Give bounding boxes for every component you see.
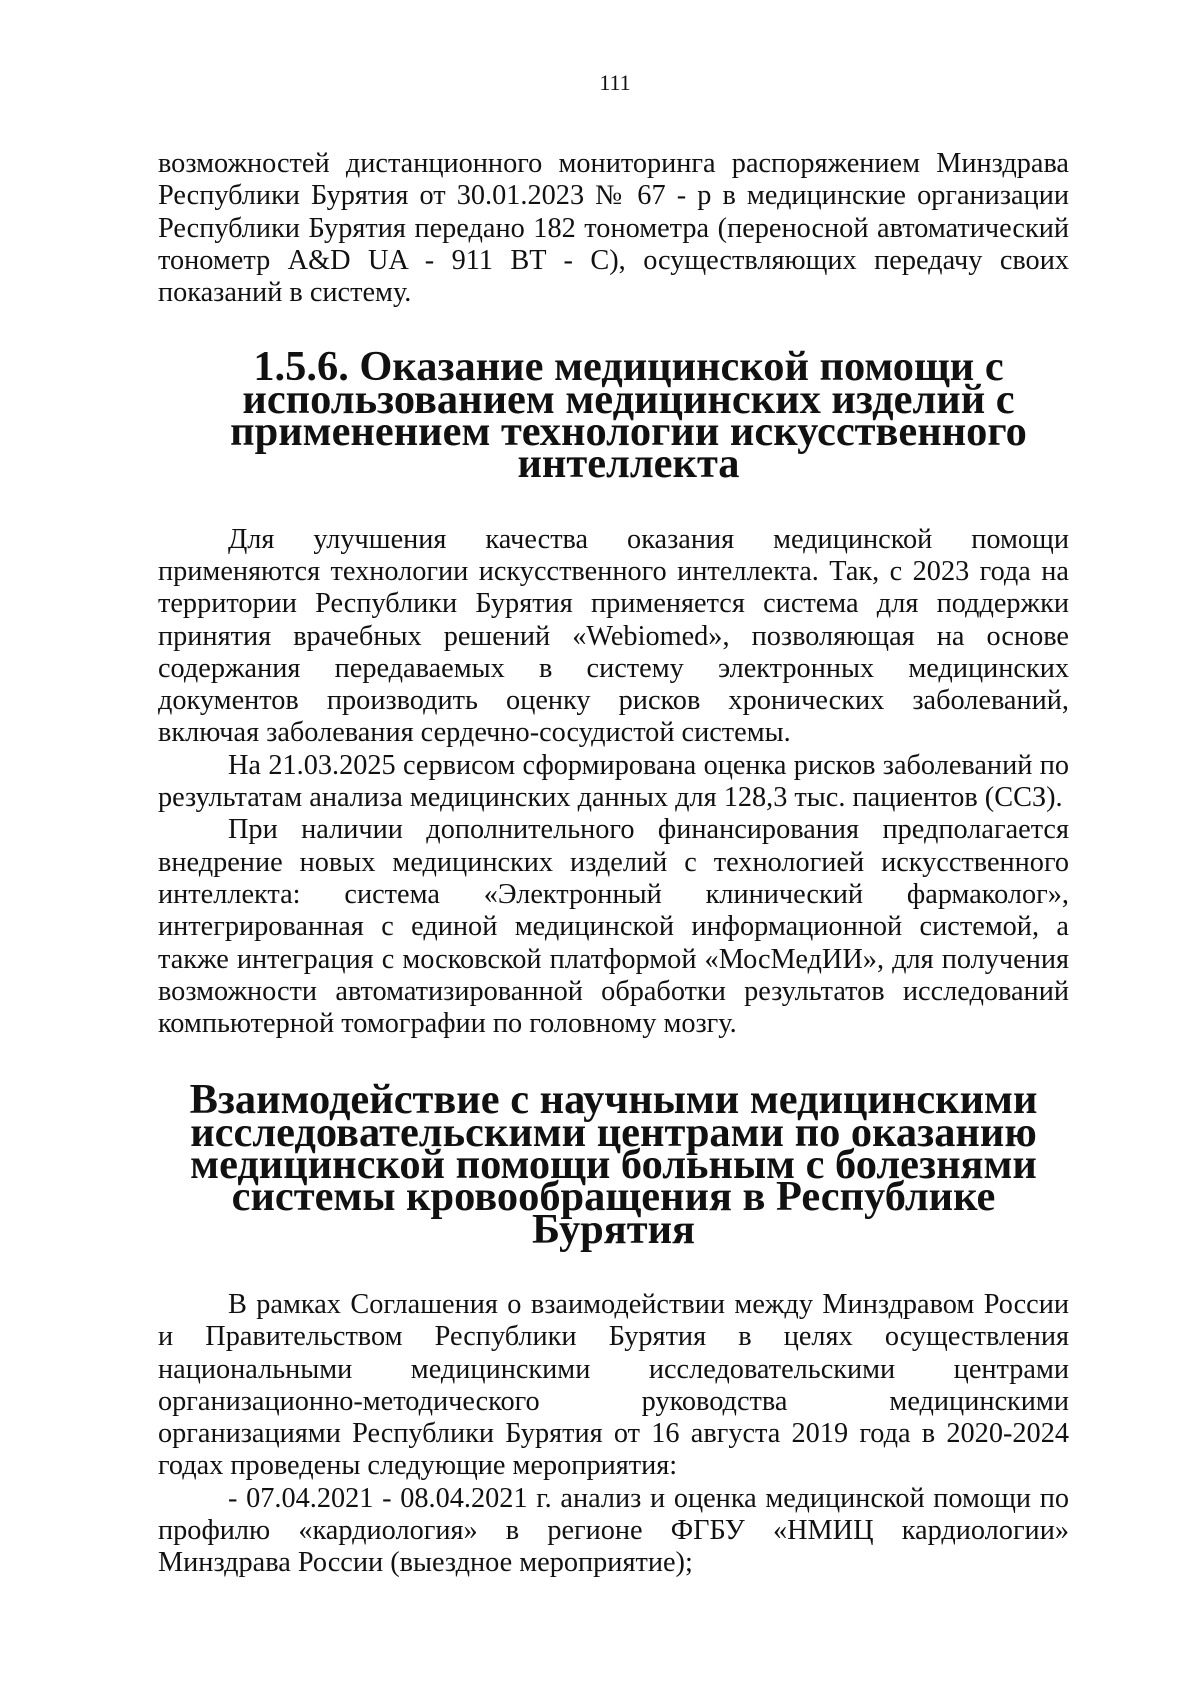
paragraph-agreement: В рамках Соглашения о взаимодействии между Минздравом России и Правительством Республики Бурятия в целях осуществления национальными медицинскими исследовательскими центрами организационно-методического руководства медицинскими организациями Республики Бурятия от 16 августа 2019 года в 2020-2024 годах проведены следующие мероприятия: [158,1288,1069,1482]
section-heading-research-centers: Взаимодействие с научными медицинскими исследовательскими центрами по оказанию медицинской помощи больным с болезнями системы кровообращения в Республике Бурятия [189,1076,1038,1253]
paragraph-risk-assessment: На 21.03.2025 сервисом сформирована оценка рисков заболеваний по результатам анализа медицинских данных для 128,3 тыс. пациентов (ССЗ). [158,749,1069,814]
page-content [158,148,1069,1580]
paragraph-additional-funding: При наличии дополнительного финансирования предполагается внедрение новых медицинских изделий с технологией искусственного интеллекта: система «Электронный клинический фармаколог», интегрированная с единой медицинской информационной системой, а также интеграция с московской платформой «МосМедИИ», для получения возможности автоматизированной обработки результатов исследований компьютерной томографии по головному мозгу. [158,814,1069,1040]
list-item-event: - 07.04.2021 - 08.04.2021 г. анализ и оценка медицинской помощи по профилю «кардиология» в регионе ФГБУ «НМИЦ кардиологии» Минздрава России (выездное мероприятие); [158,1482,1069,1579]
page-number: 111 [599,70,631,95]
paragraph-continuation: возможностей дистанционного мониторинга распоряжением Минздрава Республики Бурятия от 30.01.2023 № 67 - р в медицинские организации Республики Бурятия передано 182 тонометра (переносной автоматический тонометр A&D UA - 911 BT - C), осуществляющих передачу своих показаний в систему. [158,148,1069,309]
paragraph-ai-technologies: Для улучшения качества оказания медицинской помощи применяются технологии искусственного интеллекта. Так, с 2023 года на территории Республики Бурятия применяется система для поддержки принятия врачебных решений «Webiomed», позволяющая на основе содержания передаваемых в систему электронных медицинских документов производить оценку рисков хронических заболеваний, включая заболевания сердечно-сосудистой системы. [158,523,1069,749]
section-heading-ai-devices: 1.5.6. Оказание медицинской помощи с использованием медицинских изделий с применением технологии искусственного интеллекта [230,343,1027,488]
